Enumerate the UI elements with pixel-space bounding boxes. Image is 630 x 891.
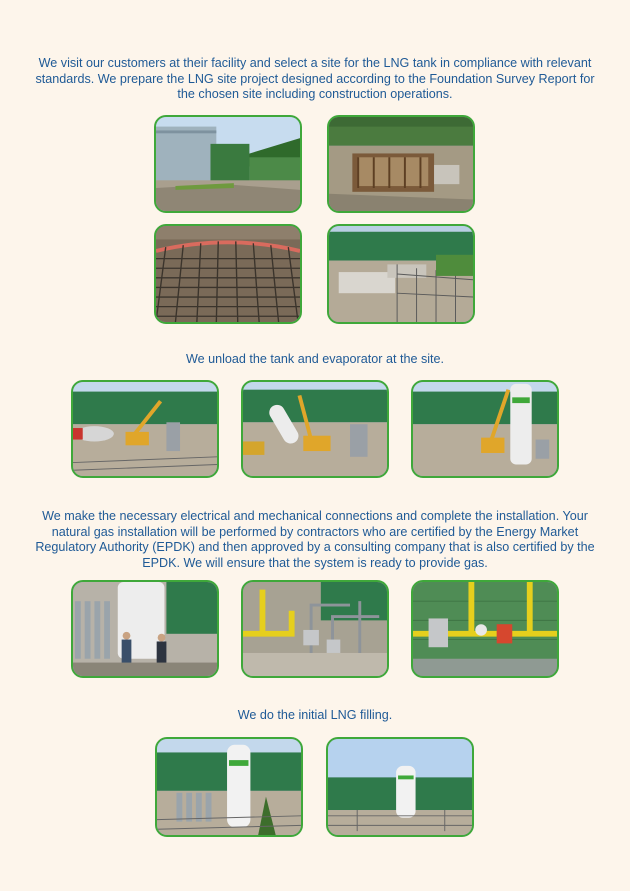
site-photo-rebar-grid bbox=[154, 224, 302, 324]
unloading-paragraph: We unload the tank and evaporator at the site. bbox=[185, 352, 445, 366]
site-photo-concrete-pad-fence bbox=[327, 224, 475, 324]
initial-filling-paragraph: We do the initial LNG filling. bbox=[237, 708, 393, 722]
install-photo-regulator-station bbox=[411, 580, 559, 678]
site-selection-paragraph: We visit our customers at their facility and select a site for the LNG tank in compliance with relevant standards. We prepare the LNG site project designed according to the Foundation Survey Report for the chosen site including construction operations. bbox=[35, 56, 595, 101]
filling-photo-tank-overview bbox=[326, 737, 474, 837]
unload-photo-crane-red-tank bbox=[71, 380, 219, 478]
unload-photo-tank-upright bbox=[411, 380, 559, 478]
installation-paragraph: We make the necessary electrical and mechanical connections and complete the installation. Your natural gas installation will be performed by contractors who are certified by the Energy Market Regulatory Authority (EPDK) and then approved by a consulting company that is also certified by the EPDK. We will ensure that the system is ready to provide gas. bbox=[35, 509, 595, 570]
site-photo-building-yard bbox=[154, 115, 302, 213]
unload-photo-crane-lifting-tank bbox=[241, 380, 389, 478]
filling-photo-tank-closeup bbox=[155, 737, 303, 837]
install-photo-workers-evaporator bbox=[71, 580, 219, 678]
site-photo-foundation-formwork bbox=[327, 115, 475, 213]
install-photo-yellow-gas-pipes bbox=[241, 580, 389, 678]
